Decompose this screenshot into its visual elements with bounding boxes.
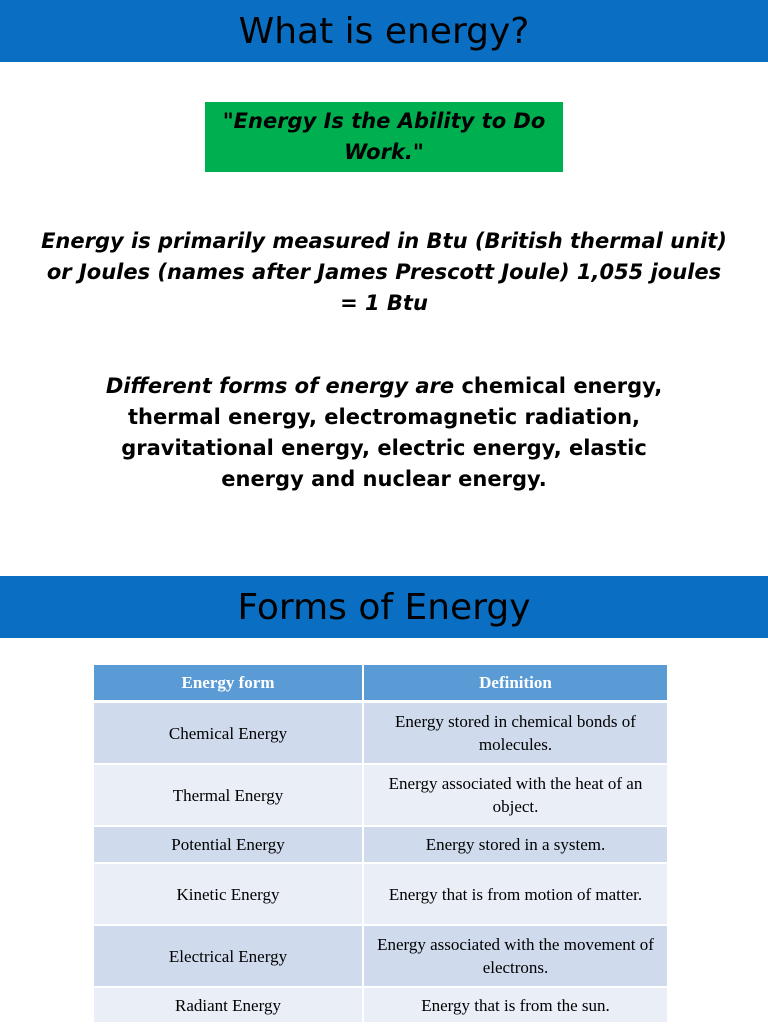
measurement-paragraph: Energy is primarily measured in Btu (British thermal unit) or Joules (names after James Prescott Joule) 1,055 joules = 1 Btu	[41, 229, 727, 315]
forms-paragraph	[90, 371, 678, 495]
table-row	[94, 864, 667, 926]
forms-list: chemical energy, thermal energy, electromagnetic radiation, gravitational energy, electric energy, elastic energy and nuclear energy.	[121, 374, 663, 491]
energy-form-cell: Kinetic Energy	[94, 864, 362, 926]
title-banner-what-is-energy	[0, 0, 768, 62]
energy-form-cell: Radiant Energy	[94, 988, 362, 1024]
definition-quote-box	[205, 102, 563, 172]
table-row	[94, 827, 667, 864]
energy-form-cell: Electrical Energy	[94, 926, 362, 988]
definition-cell: Energy that is from motion of matter.	[362, 864, 667, 926]
section-title: Forms of Energy	[237, 586, 531, 628]
table-header-row	[94, 665, 667, 703]
forms-intro: Different forms of energy are	[105, 374, 455, 398]
table-row	[94, 926, 667, 988]
table-row	[94, 703, 667, 765]
definition-cell: Energy stored in chemical bonds of molecules.	[362, 703, 667, 765]
definition-cell: Energy stored in a system.	[362, 827, 667, 864]
energy-forms-table	[94, 665, 667, 1024]
header-definition: Definition	[362, 665, 667, 703]
definition-cell: Energy associated with the movement of electrons.	[362, 926, 667, 988]
definition-cell: Energy associated with the heat of an object.	[362, 765, 667, 827]
definition-quote: "Energy Is the Ability to Do Work."	[222, 109, 546, 164]
energy-form-cell: Thermal Energy	[94, 765, 362, 827]
energy-form-cell: Chemical Energy	[94, 703, 362, 765]
title-banner-forms-of-energy	[0, 576, 768, 638]
table-row	[94, 765, 667, 827]
energy-form-cell: Potential Energy	[94, 827, 362, 864]
definition-cell: Energy that is from the sun.	[362, 988, 667, 1024]
page-title: What is energy?	[238, 10, 530, 52]
table-row	[94, 988, 667, 1024]
header-energy-form: Energy form	[94, 665, 362, 703]
